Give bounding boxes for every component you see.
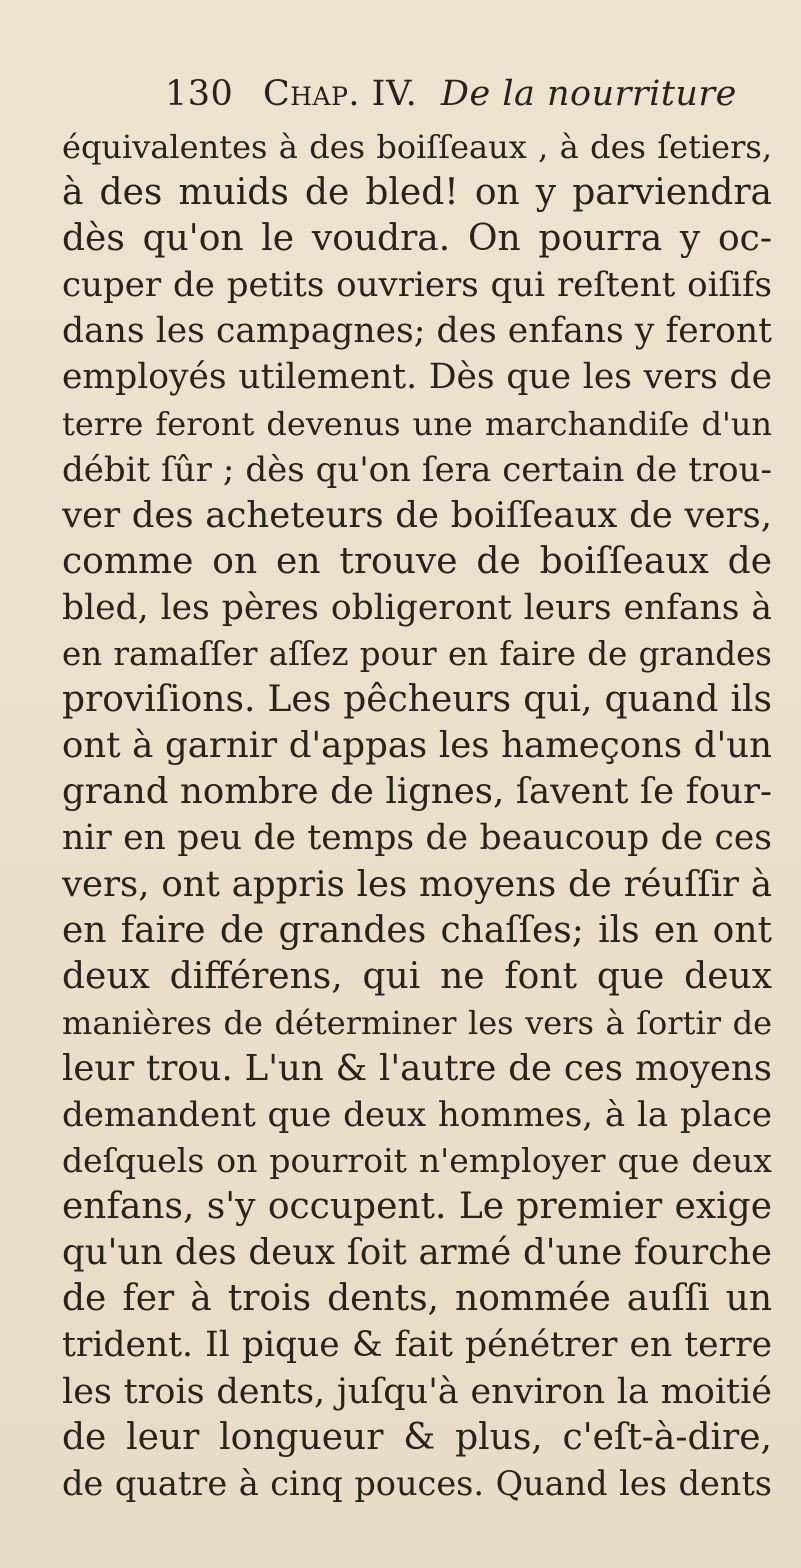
text-line: demandent que deux hommes, à la place: [62, 1094, 772, 1135]
text-line: enfans, s'y occupent. Le premier exige: [62, 1186, 772, 1228]
text-line: dans les campagnes; des enfans y feront: [62, 311, 772, 352]
text-line: en ramaſſer aſſez pour en faire de grandes: [62, 635, 772, 674]
text-line: comme on en trouve de boiſſeaux de: [62, 540, 772, 582]
text-line: trident. Il pique & fait pénétrer en terre: [62, 1325, 772, 1366]
text-line: dès qu'on le voudra. On pourra y oc-: [62, 218, 772, 260]
text-line: de quatre à cinq pouces. Quand les dents: [62, 1463, 772, 1503]
text-line: terre feront devenus une marchandiſe d'un: [62, 404, 772, 443]
running-head: [165, 70, 737, 118]
text-line: nir en peu de temps de beaucoup de ces: [62, 818, 772, 859]
text-line: de fer à trois dents, nommée auſſi un: [62, 1278, 772, 1320]
text-line: en faire de grandes chaſſes; ils en ont: [62, 909, 772, 951]
text-line: ont à garnir d'appas les hameçons d'un: [62, 725, 772, 767]
text-line: deux différens, qui ne font que deux: [62, 955, 772, 997]
text-line: manières de déterminer les vers à ſortir de: [62, 1003, 772, 1042]
chapter-label: Chap. IV.: [262, 74, 418, 114]
text-line: bled, les pères obligeront leurs enfans à: [62, 587, 772, 628]
text-line: les trois dents, juſqu'à environ la moitié: [62, 1371, 772, 1412]
text-line: proviſions. Les pêcheurs qui, quand ils: [62, 679, 772, 721]
text-line: à des muids de bled! on y parviendra: [62, 172, 772, 214]
text-line: ver des acheteurs de boiſſeaux de vers,: [62, 494, 772, 536]
text-line: grand nombre de lignes, ſavent ſe four-: [62, 771, 772, 813]
page-number: 130: [165, 74, 234, 114]
text-line: leur trou. L'un & l'autre de ces moyens: [62, 1047, 772, 1089]
text-line: équivalentes à des boiſſeaux , à des ſetiers,: [62, 128, 772, 166]
body-text: [62, 124, 772, 1507]
text-line: de leur longueur & plus, c'eſt-à-dire,: [62, 1416, 772, 1458]
text-line: deſquels on pourroit n'employer que deux: [62, 1141, 772, 1181]
text-line: vers, ont appris les moyens de réuſſir à: [62, 863, 772, 905]
text-line: employés utilement. Dès que les vers de: [62, 357, 772, 398]
text-line: cuper de petits ouvriers qui reſtent oiſifs: [62, 265, 772, 306]
text-line: qu'un des deux ſoit armé d'une fourche: [62, 1232, 772, 1274]
text-line: débit ſûr ; dès qu'on ſera certain de trou-: [62, 449, 772, 490]
chapter-title: De la nourriture: [440, 74, 737, 114]
